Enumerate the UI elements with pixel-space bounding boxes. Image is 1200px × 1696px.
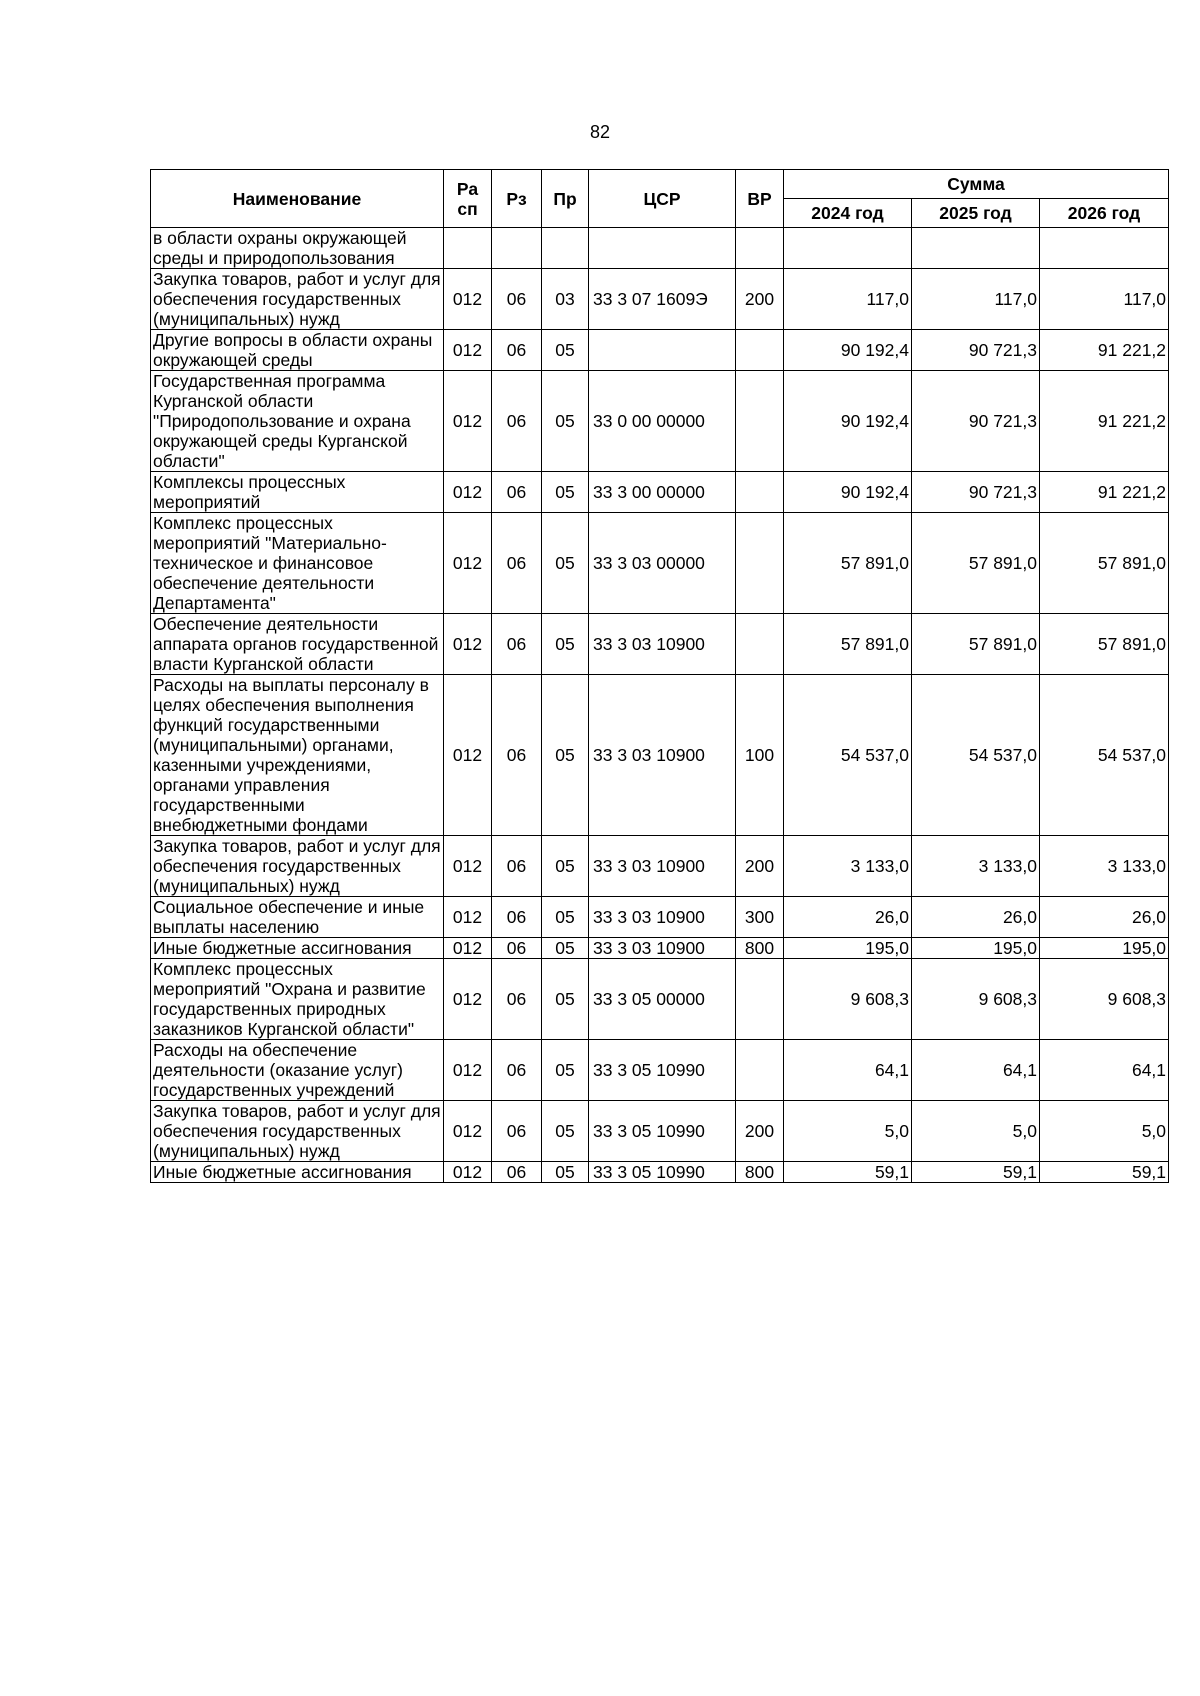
cell-vr	[736, 1040, 784, 1101]
cell-vr	[736, 228, 784, 269]
cell-pr: 05	[542, 330, 589, 371]
header-name: Наименование	[151, 170, 444, 228]
cell-name: Комплекс процессных мероприятий "Материально-техническое и финансовое обеспечение деятельности Департамента"	[151, 513, 444, 614]
table-row	[151, 1101, 1169, 1162]
cell-name: Закупка товаров, работ и услуг для обеспечения государственных (муниципальных) нужд	[151, 1101, 444, 1162]
cell-2024: 3 133,0	[784, 836, 912, 897]
cell-pr: 05	[542, 513, 589, 614]
cell-2024: 90 192,4	[784, 330, 912, 371]
cell-csr: 33 3 05 10990	[589, 1162, 736, 1183]
cell-rz: 06	[492, 836, 542, 897]
cell-rasp: 012	[444, 1101, 492, 1162]
cell-csr: 33 3 05 10990	[589, 1040, 736, 1101]
cell-2024: 9 608,3	[784, 959, 912, 1040]
cell-name: Обеспечение деятельности аппарата органов государственной власти Курганской области	[151, 614, 444, 675]
cell-pr: 05	[542, 897, 589, 938]
cell-pr: 05	[542, 959, 589, 1040]
table-body	[151, 228, 1169, 1183]
cell-2025: 26,0	[912, 897, 1040, 938]
cell-2024	[784, 228, 912, 269]
cell-rz: 06	[492, 897, 542, 938]
cell-csr: 33 3 03 10900	[589, 675, 736, 836]
table-header	[151, 170, 1169, 228]
cell-name: Закупка товаров, работ и услуг для обеспечения государственных (муниципальных) нужд	[151, 269, 444, 330]
table-row	[151, 330, 1169, 371]
cell-vr	[736, 371, 784, 472]
cell-2024: 64,1	[784, 1040, 912, 1101]
table-row	[151, 513, 1169, 614]
cell-2025: 57 891,0	[912, 614, 1040, 675]
cell-name: Закупка товаров, работ и услуг для обеспечения государственных (муниципальных) нужд	[151, 836, 444, 897]
cell-2024: 57 891,0	[784, 614, 912, 675]
cell-pr: 05	[542, 836, 589, 897]
cell-pr: 05	[542, 675, 589, 836]
cell-2026: 117,0	[1040, 269, 1169, 330]
cell-2025: 3 133,0	[912, 836, 1040, 897]
cell-vr	[736, 614, 784, 675]
cell-vr	[736, 472, 784, 513]
cell-2024: 59,1	[784, 1162, 912, 1183]
header-2025: 2025 год	[912, 199, 1040, 228]
table-row	[151, 938, 1169, 959]
cell-vr	[736, 959, 784, 1040]
cell-vr: 300	[736, 897, 784, 938]
cell-2024: 26,0	[784, 897, 912, 938]
table-row	[151, 959, 1169, 1040]
cell-vr: 800	[736, 938, 784, 959]
cell-2026	[1040, 228, 1169, 269]
cell-name: в области охраны окружающей среды и природопользования	[151, 228, 444, 269]
cell-rasp: 012	[444, 614, 492, 675]
cell-rz: 06	[492, 938, 542, 959]
cell-2026: 3 133,0	[1040, 836, 1169, 897]
cell-csr: 33 3 03 10900	[589, 836, 736, 897]
cell-2026: 91 221,2	[1040, 330, 1169, 371]
cell-vr	[736, 330, 784, 371]
cell-rz: 06	[492, 472, 542, 513]
cell-vr: 200	[736, 269, 784, 330]
cell-rasp: 012	[444, 269, 492, 330]
header-rasp-line1: Ра	[456, 178, 479, 199]
cell-csr: 33 3 07 1609Э	[589, 269, 736, 330]
cell-2026: 54 537,0	[1040, 675, 1169, 836]
header-pr: Пр	[542, 170, 589, 228]
cell-rz: 06	[492, 1040, 542, 1101]
cell-rz: 06	[492, 330, 542, 371]
cell-2026: 91 221,2	[1040, 472, 1169, 513]
cell-rz: 06	[492, 959, 542, 1040]
cell-rasp: 012	[444, 330, 492, 371]
cell-name: Расходы на выплаты персоналу в целях обеспечения выполнения функций государственными (муниципальными) органами, казенными учреждениями, органами управления государственными внебюджетными фондами	[151, 675, 444, 836]
cell-rz: 06	[492, 269, 542, 330]
cell-rz: 06	[492, 675, 542, 836]
cell-pr: 05	[542, 472, 589, 513]
cell-pr: 05	[542, 938, 589, 959]
cell-rz: 06	[492, 513, 542, 614]
cell-csr: 33 3 03 00000	[589, 513, 736, 614]
cell-pr: 05	[542, 371, 589, 472]
cell-rasp: 012	[444, 959, 492, 1040]
header-2024: 2024 год	[784, 199, 912, 228]
cell-vr: 200	[736, 836, 784, 897]
cell-name: Иные бюджетные ассигнования	[151, 938, 444, 959]
page-number: 82	[589, 122, 611, 142]
cell-rasp: 012	[444, 472, 492, 513]
cell-2024: 5,0	[784, 1101, 912, 1162]
cell-rz: 06	[492, 614, 542, 675]
cell-name: Другие вопросы в области охраны окружающей среды	[151, 330, 444, 371]
cell-2025: 9 608,3	[912, 959, 1040, 1040]
cell-csr: 33 3 03 10900	[589, 938, 736, 959]
header-rz: Рз	[492, 170, 542, 228]
cell-name: Комплекс процессных мероприятий "Охрана и развитие государственных природных заказников Курганской области"	[151, 959, 444, 1040]
cell-pr: 05	[542, 1101, 589, 1162]
cell-csr: 33 3 05 00000	[589, 959, 736, 1040]
cell-name: Социальное обеспечение и иные выплаты населению	[151, 897, 444, 938]
cell-csr: 33 3 03 10900	[589, 897, 736, 938]
cell-2024: 57 891,0	[784, 513, 912, 614]
cell-rasp: 012	[444, 371, 492, 472]
cell-pr: 05	[542, 614, 589, 675]
cell-vr: 100	[736, 675, 784, 836]
cell-pr: 05	[542, 1040, 589, 1101]
cell-2025: 54 537,0	[912, 675, 1040, 836]
header-2026: 2026 год	[1040, 199, 1169, 228]
cell-2026: 26,0	[1040, 897, 1169, 938]
table-row	[151, 1040, 1169, 1101]
table-row	[151, 897, 1169, 938]
cell-csr	[589, 228, 736, 269]
cell-rz: 06	[492, 1162, 542, 1183]
header-vr: ВР	[736, 170, 784, 228]
cell-2026: 91 221,2	[1040, 371, 1169, 472]
cell-2026: 57 891,0	[1040, 513, 1169, 614]
table-row	[151, 836, 1169, 897]
table-row	[151, 228, 1169, 269]
cell-2025: 59,1	[912, 1162, 1040, 1183]
cell-2025: 57 891,0	[912, 513, 1040, 614]
header-sum: Сумма	[784, 170, 1169, 199]
cell-rz	[492, 228, 542, 269]
header-rasp-line2: сп	[457, 198, 478, 219]
cell-rasp: 012	[444, 1040, 492, 1101]
cell-2025: 195,0	[912, 938, 1040, 959]
cell-2026: 5,0	[1040, 1101, 1169, 1162]
header-rasp	[444, 170, 492, 228]
table-row	[151, 371, 1169, 472]
cell-2025	[912, 228, 1040, 269]
table-row	[151, 472, 1169, 513]
cell-2024: 54 537,0	[784, 675, 912, 836]
cell-pr	[542, 228, 589, 269]
cell-2025: 117,0	[912, 269, 1040, 330]
cell-pr: 03	[542, 269, 589, 330]
table-row	[151, 1162, 1169, 1183]
cell-2024: 90 192,4	[784, 371, 912, 472]
cell-csr: 33 3 05 10990	[589, 1101, 736, 1162]
cell-vr: 800	[736, 1162, 784, 1183]
cell-name: Расходы на обеспечение деятельности (оказание услуг) государственных учреждений	[151, 1040, 444, 1101]
cell-rz: 06	[492, 1101, 542, 1162]
cell-rasp: 012	[444, 836, 492, 897]
cell-csr: 33 3 03 10900	[589, 614, 736, 675]
cell-2025: 5,0	[912, 1101, 1040, 1162]
cell-rz: 06	[492, 371, 542, 472]
table-row	[151, 675, 1169, 836]
cell-rasp: 012	[444, 938, 492, 959]
cell-name: Комплексы процессных мероприятий	[151, 472, 444, 513]
cell-2026: 59,1	[1040, 1162, 1169, 1183]
cell-2025: 90 721,3	[912, 472, 1040, 513]
cell-2025: 90 721,3	[912, 330, 1040, 371]
cell-csr: 33 3 00 00000	[589, 472, 736, 513]
cell-2026: 64,1	[1040, 1040, 1169, 1101]
cell-2026: 9 608,3	[1040, 959, 1169, 1040]
cell-vr	[736, 513, 784, 614]
cell-csr: 33 0 00 00000	[589, 371, 736, 472]
cell-2024: 195,0	[784, 938, 912, 959]
cell-rasp: 012	[444, 897, 492, 938]
cell-rasp: 012	[444, 1162, 492, 1183]
cell-rasp: 012	[444, 675, 492, 836]
header-csr: ЦСР	[589, 170, 736, 228]
cell-2026: 57 891,0	[1040, 614, 1169, 675]
cell-name: Иные бюджетные ассигнования	[151, 1162, 444, 1183]
cell-rasp: 012	[444, 513, 492, 614]
cell-2025: 90 721,3	[912, 371, 1040, 472]
cell-pr: 05	[542, 1162, 589, 1183]
table-row	[151, 269, 1169, 330]
cell-2024: 90 192,4	[784, 472, 912, 513]
table-row	[151, 614, 1169, 675]
cell-csr	[589, 330, 736, 371]
cell-rasp	[444, 228, 492, 269]
cell-2025: 64,1	[912, 1040, 1040, 1101]
cell-2024: 117,0	[784, 269, 912, 330]
budget-table	[150, 169, 1169, 1183]
cell-name: Государственная программа Курганской области "Природопользование и охрана окружающей среды Курганской области"	[151, 371, 444, 472]
cell-2026: 195,0	[1040, 938, 1169, 959]
cell-vr: 200	[736, 1101, 784, 1162]
